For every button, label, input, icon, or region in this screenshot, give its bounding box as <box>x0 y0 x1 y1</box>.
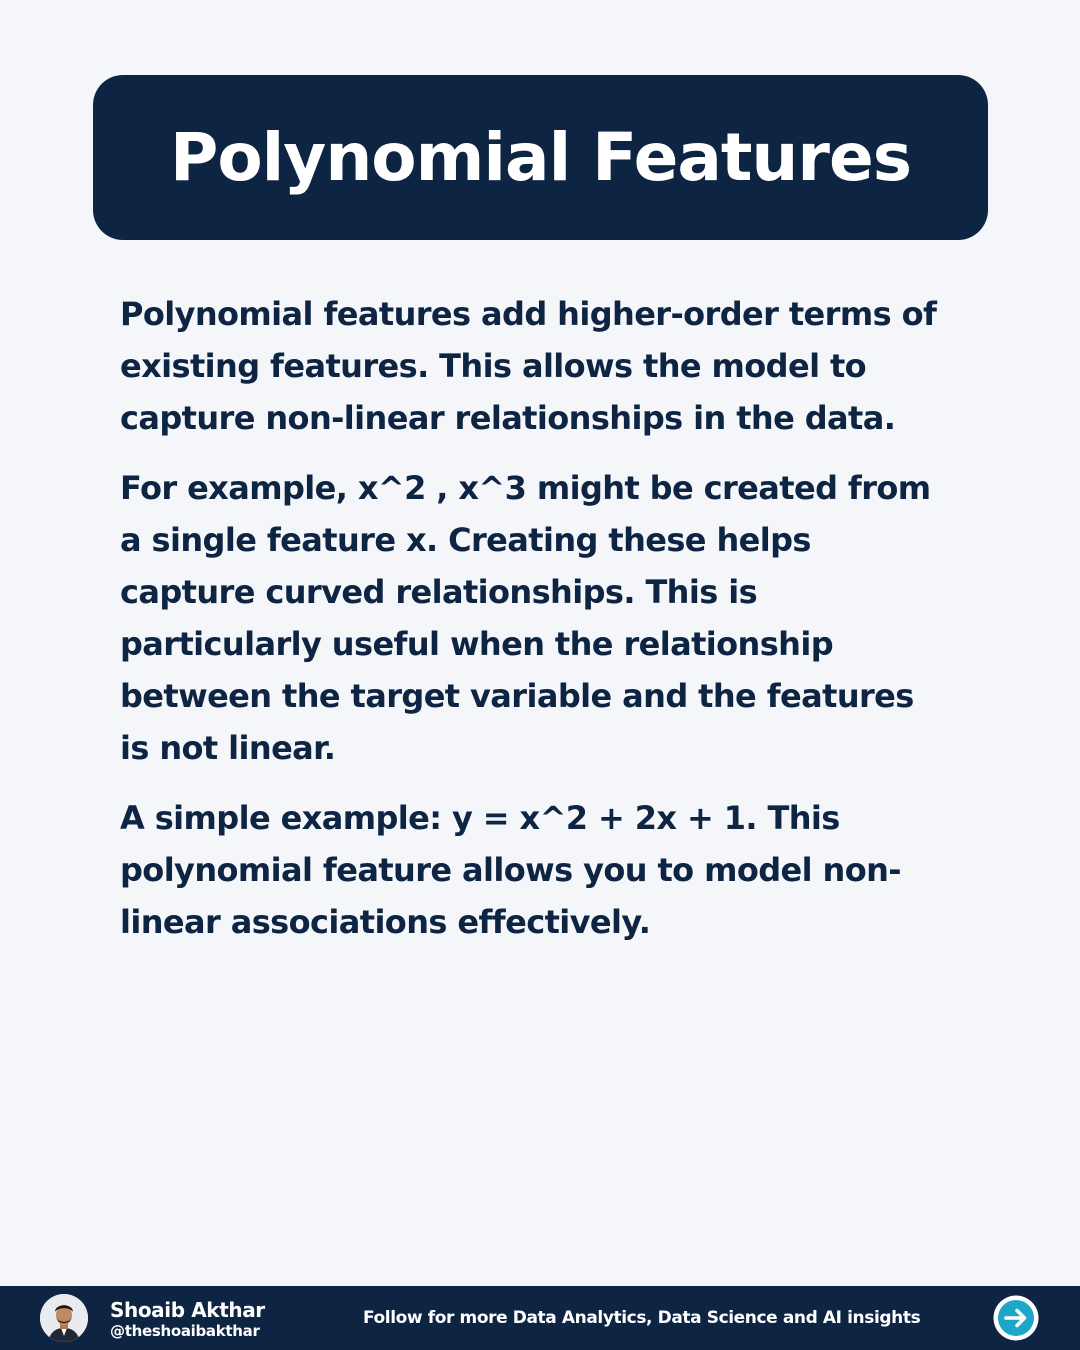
paragraph-definition: Polynomial features add higher-order terms of existing features. This allows the model to capture non-linear relationships in the data. <box>120 295 937 437</box>
footer-bar <box>0 1286 1080 1350</box>
paragraph-simple-example: A simple example: y = x^2 + 2x + 1. This polynomial feature allows you to model non-linear associations effectively. <box>120 799 901 941</box>
paragraph-example: For example, x^2 , x^3 might be created from a single feature x. Creating these helps capture curved relationships. This is particularly useful when the relationship between the target variable and the features is not linear. <box>120 469 931 767</box>
author-avatar <box>40 1294 88 1342</box>
follow-cta-text: Follow for more Data Analytics, Data Science and AI insights <box>363 1308 921 1328</box>
content-body <box>120 288 950 966</box>
page-title: Polynomial Features <box>169 119 912 196</box>
author-handle: @theshoaibakthar <box>110 1322 260 1340</box>
author-name: Shoaib Akthar <box>110 1298 265 1322</box>
arrow-right-circle-icon <box>992 1294 1040 1342</box>
next-slide-button[interactable] <box>992 1294 1040 1342</box>
title-card <box>93 75 988 240</box>
